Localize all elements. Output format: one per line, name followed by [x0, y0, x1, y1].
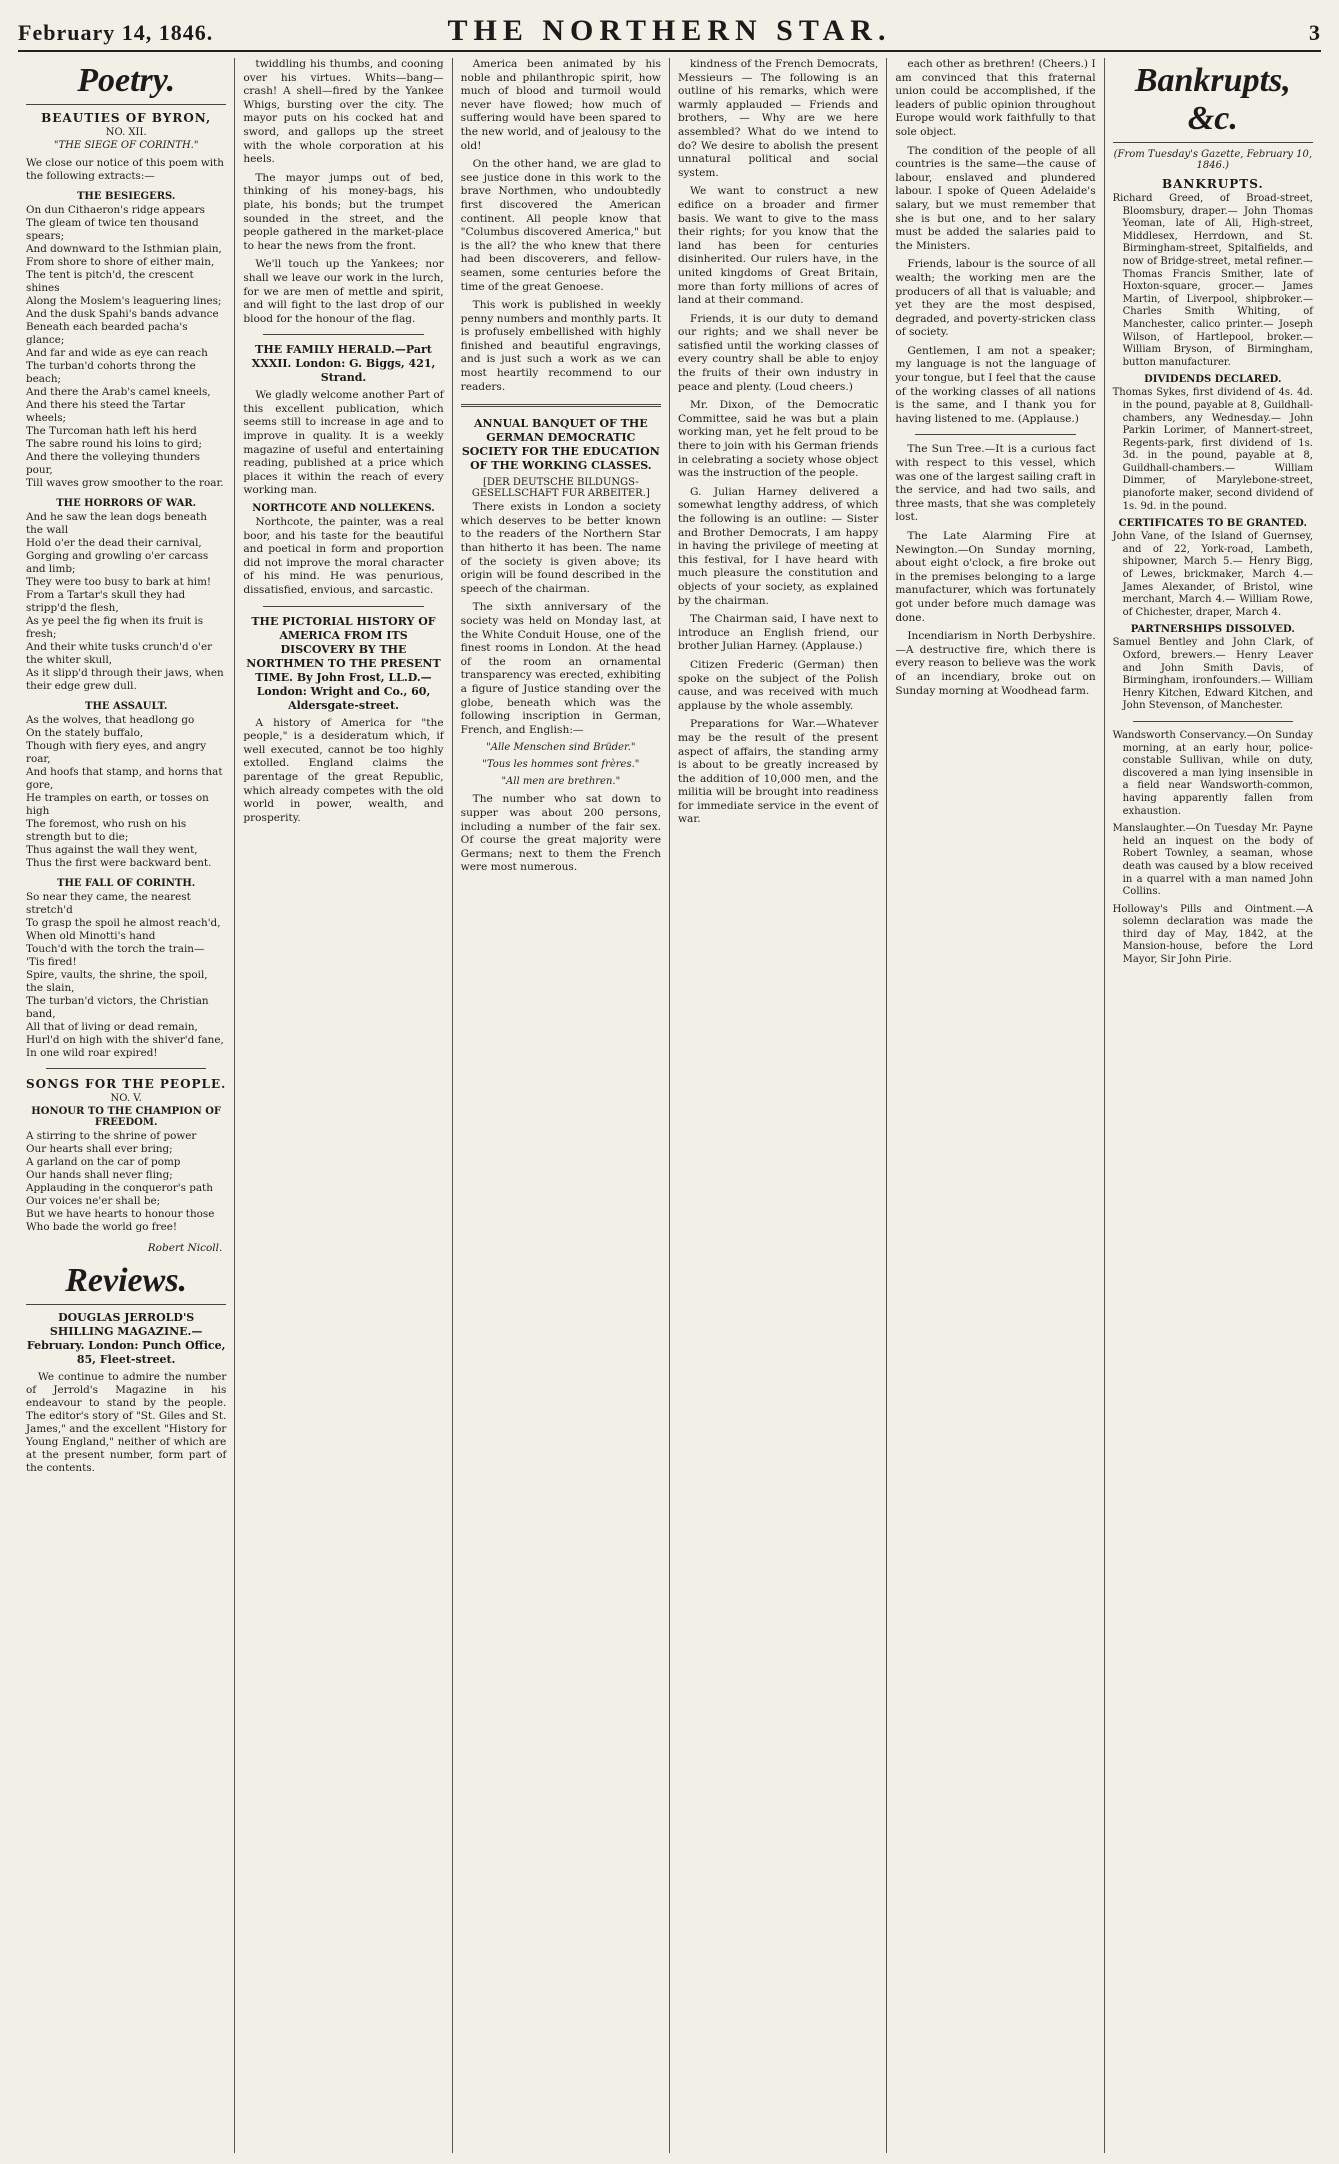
news-item: Incendiarism in North Derbyshire.—A destructive fire, which there is every reason to believe was the work of an incendiary, broke out on Sunday morning at Woodhead farm. — [895, 630, 1096, 697]
banquet-title: ANNUAL BANQUET OF THE GERMAN DEMOCRATIC SOCIETY FOR THE EDUCATION OF THE WORKING CLASSES. — [461, 417, 660, 473]
dividends-subheading: DIVIDENDS DECLARED. — [1144, 374, 1282, 386]
column-2 — [235, 58, 452, 2153]
songs-number: NO. V. — [110, 1093, 142, 1104]
poem-subtitle: "THE SIEGE OF CORINTH." — [53, 140, 199, 151]
poem-part-heading: THE BESIEGERS. — [76, 191, 176, 202]
poem-verse: On dun Cithaeron's ridge appears The gleam of twice ten thousand spears; And downward to the Isthmian plain, From shore to shore of either main, The tent is pitch'd, the crescent shines Along the Moslem's leaguering lines; And the dusk Spahi's bands advance Beneath each bearded pacha's glance; And far and wide as eye can reach The turban'd cohorts throng the beach; And there the Arab's camel kneels, And there his steed the Tartar wheels; The Turcoman hath left his herd The sabre round his loins to gird; And there the volleying thunders pour, Till waves grow smoother to the roar. — [26, 204, 224, 489]
column-1 — [18, 58, 235, 2153]
article-paragraph: The Chairman said, I have next to introduce an English friend, our brother Julian Harney. (Applause.) — [677, 613, 879, 653]
news-item: Manslaughter.—On Tuesday Mr. Payne held an inquest on the body of Robert Townley, a seaman, whose death was caused by a blow received in a quarrel with a man named John Collins. — [1112, 823, 1313, 898]
certificates-list: John Vane, of the Island of Guernsey, and of 22, York-road, Lambeth, shipowner, March 5.— Henry Bigg, of Lewes, brickmaker, March 4.— James Alexander, of Bristol, wine merchant, March 4.— William Rowe, of Chichester, draper, March 4. — [1112, 531, 1313, 618]
bankrupts-heading: Bankrupts, &c. — [1113, 62, 1313, 143]
article-paragraph: The mayor jumps out of bed, thinking of his money-bags, his plate, his bonds; but the trumpet sounded in the street, and the people gathered in the market-place to hear the news from the front. — [243, 171, 444, 252]
article-paragraph: twiddling his thumbs, and cooning over his virtues. Whits—bang—crash! A shell—fired by the Yankee Whigs, bursting over the city. The mayor puts on his cocked hat and sword, and gallops up the street with the whole corporation at his heels. — [243, 58, 444, 166]
article-paragraph: Mr. Dixon, of the Democratic Committee, said he was but a plain working man, yet he felt proud to be there to join with his German friends in celebrating a society whose object was the instruction of the people. — [677, 399, 879, 480]
certificates-subheading: CERTIFICATES TO BE GRANTED. — [1118, 518, 1307, 530]
column-4 — [670, 58, 887, 2153]
poem-verse: As the wolves, that headlong go On the stately buffalo, Though with fiery eyes, and angry roar, And hoofs that stamp, and horns that gore, He tramples on earth, or tosses on high The foremost, who rush on his strength but to die; Thus against the wall they went, Thus the first were backward bent. — [26, 714, 223, 869]
poem-part-heading: THE FALL OF CORINTH. — [57, 878, 196, 889]
divider — [263, 606, 423, 607]
review-title: THE FAMILY HERALD.—Part XXXII. London: G. Biggs, 421, Strand. — [251, 343, 436, 385]
article-paragraph: This work is published in weekly penny numbers and monthly parts. It is profusely embellished with highly finished and beautiful engravings, and is just such a work as we can most heartily recommend to our readers. — [460, 299, 661, 393]
article-paragraph: Northcote, the painter, was a real boor, and his taste for the beautiful and poetical in form and proportion did not improve the moral character of his mind. He was penurious, dissatisfied, envious, and sarcastic. — [243, 516, 444, 596]
article-paragraph: Friends, it is our duty to demand our rights; and we shall never be satisfied until the working classes of every country shall be able to enjoy the fruits of their own industry in peace and plenty. (Loud cheers.) — [677, 312, 879, 393]
article-paragraph: G. Julian Harney delivered a somewhat lengthy address, of which the following is an outline: — Sister and Brother Democrats, I am happy in having the privilege of meeting at this festival, for I have heard with much pleasure the constitution and objects of your society, as explained by the chairman. — [677, 485, 879, 607]
article-paragraph: We gladly welcome another Part of this excellent publication, which seems still to increase in age and to improve in quality. It is a weekly magazine of useful and entertaining reading, published at a price which places it within the reach of every working man. — [243, 389, 444, 497]
article-paragraph: kindness of the French Democrats, Messieurs — The following is an outline of his remarks, which were warmly applauded — Friends and brothers, — Why are we here assembled? What do we intend to do? We desire to abolish the present unnatural political and social system. — [677, 58, 879, 179]
divider — [915, 434, 1075, 435]
article-paragraph: The condition of the people of all countries is the same—the cause of labour, enslaved and plundered labour. I spoke of Queen Adelaide's salary, but we must remember that she is but one, and to her salary must be added the salaries paid to the Ministers. — [895, 144, 1096, 252]
issue-date: February 14, 1846. — [18, 20, 214, 45]
news-item: Holloway's Pills and Ointment.—A solemn declaration was made the third day of May, 1842, at the Mansion-house, before the Lord Mayor, Sir John Pirie. — [1112, 903, 1313, 966]
poetry-heading: Poetry. — [26, 62, 226, 105]
songs-subtitle: HONOUR TO THE CHAMPION OF FREEDOM. — [31, 1106, 222, 1128]
bankrupts-subheading: BANKRUPTS. — [1161, 177, 1264, 191]
divider — [263, 334, 423, 335]
article-paragraph: The sixth anniversary of the society was held on Monday last, at the White Conduit House, one of the finest rooms in London. At the head of the room an ornamental transparency was erected, exhibiting a figure of Justice standing over the globe, beneath which was the following inscription in German, French, and English:— — [460, 601, 661, 736]
review-title: THE PICTORIAL HISTORY OF AMERICA FROM ITS DISCOVERY BY THE NORTHMEN TO THE PRESENT TIME. By John Frost, LL.D.—London: Wright and Co., 60, Aldersgate-street. — [246, 614, 441, 712]
songs-author: Robert Nicoll. — [147, 1242, 223, 1254]
poem-verse: And he saw the lean dogs beneath the wall Hold o'er the dead their carnival, Gorging and growling o'er carcass and limb; They were too busy to bark at him! From a Tartar's skull they had stripp'd the flesh, As ye peel the fig when its fruit is fresh; And their white tusks crunch'd o'er the whiter skull, As it slipp'd through their jaws, when their edge grew dull. — [26, 511, 224, 692]
column-3 — [453, 58, 670, 2153]
column-6 — [1105, 58, 1321, 2153]
news-item: The Late Alarming Fire at Newington.—On Sunday morning, about eight o'clock, a fire broke out in the premises belonging to a large manufacturer, which was fortunately got under before much damage was done. — [895, 530, 1096, 624]
reviews-heading: Reviews. — [26, 1262, 226, 1305]
motto-english: "All men are brethren." — [501, 776, 621, 788]
review-text: We continue to admire the number of Jerrold's Magazine in his endeavour to stand by the people. The editor's story of "St. Giles and St. James," and the excellent "History for Young England," neither of which are at the present number, form part of the contents. — [26, 1371, 227, 1474]
article-paragraph: We want to construct a new edifice on a broader and firmer basis. We want to give to the mass their rights; for you know that the land has been for centuries disinherited. Our rulers have, in the united kingdoms of Great Britain, more than forty millions of acres of land at their command. — [677, 185, 879, 307]
banquet-subtitle: [DER DEUTSCHE BILDUNGS-GESELLSCHAFT FUR ARBEITER.] — [471, 477, 650, 500]
gazette-source: (From Tuesday's Gazette, February 10, 1846.) — [1113, 149, 1312, 171]
article-paragraph: There exists in London a society which deserves to be better known to the readers of the Northern Star than hitherto it has been. The name of the society is given above; its origin will be found described in the speech of the chairman. — [460, 501, 661, 595]
article-paragraph: A history of America for "the people," is a desideratum which, if well executed, cannot be too highly extolled. England claims the parentage of the great Republic, which already competes with the old world in power, wealth, and prosperity. — [243, 716, 444, 824]
newspaper-title: THE NORTHERN STAR. — [447, 14, 892, 47]
divider — [1133, 721, 1293, 722]
dividends-list: Thomas Sykes, first dividend of 4s. 4d. in the pound, payable at 8, Guildhall-chambers, any Wednesday.— John Parkin Lorimer, of Mannert-street, Regents-park, first dividend of 1s. 3d. in the pound, payable at 8, Guildhall-chambers.— William Dimmer, of Marylebone-street, pianoforte maker, second dividend of 1s. 9d. in the pound. — [1112, 387, 1313, 512]
poem-part-heading: THE HORRORS OF WAR. — [56, 498, 197, 509]
article-paragraph: Preparations for War.—Whatever may be the result of the present aspect of affairs, the standing army is about to be greatly increased by the addition of 10,000 men, and the militia will be brought into readiness for immediate service in the event of war. — [677, 718, 879, 826]
news-item: Wandsworth Conservancy.—On Sunday morning, at an early hour, police-constable Sullivan, while on duty, discovered a man lying insensible in a field near Wandsworth-common, having apparently fallen from exhaustion. — [1112, 729, 1313, 817]
masthead — [18, 14, 1321, 52]
article-paragraph: Friends, labour is the source of all wealth; the working men are the producers of all that is valuable; and yet they are the most despised, degraded, and poverty-stricken class of society. — [895, 258, 1096, 339]
article-paragraph: Gentlemen, I am not a speaker; my language is not the language of your tongue, but I feel that the cause of the working classes of all nations is the same, and I thank you for having listened to me. (Applause.) — [895, 344, 1096, 425]
page-number: 3 — [1308, 20, 1321, 45]
songs-verse: A stirring to the shrine of power Our hearts shall ever bring; A garland on the car of pomp Our hands shall never fling; Applauding in the conqueror's path Our voices ne'er shall be; But we have hearts to honour those Who bade the world go free! — [26, 1130, 215, 1233]
article-paragraph: On the other hand, we are glad to see justice done in this work to the brave Northmen, who undoubtedly first discovered the American continent. All people know that "Columbus discovered America," but is the all? the who knew that there had been discoverers, and fellow-seamen, some centuries before the time of the great Genoese. — [460, 158, 661, 293]
columns — [18, 58, 1321, 2153]
divider — [46, 1068, 206, 1069]
songs-title: SONGS FOR THE PEOPLE. — [26, 1077, 227, 1091]
poem-part-heading: THE ASSAULT. — [85, 701, 168, 712]
divider — [461, 404, 661, 407]
motto-german: "Alle Menschen sind Brüder." — [486, 742, 636, 754]
news-item: The Sun Tree.—It is a curious fact with respect to this vessel, which was one of the largest sailing craft in the service, and had two sails, and three masts, that she was completely lost. — [895, 443, 1096, 524]
column-5 — [887, 58, 1104, 2153]
article-paragraph: America been animated by his noble and philanthropic spirit, how much of blood and turmoil would never have flowed; how much of suffering would have been spared to the new world, and of jealousy to the old! — [460, 58, 661, 152]
motto-french: "Tous les hommes sont frères." — [482, 759, 640, 771]
article-paragraph: We'll touch up the Yankees; nor shall we leave our work in the lurch, for we are men of mettle and spirit, and will fight to the last drop of our blood for the honour of the flag. — [243, 258, 444, 325]
poem-verse: So near they came, the nearest stretch'd To grasp the spoil he almost reach'd, When old Minotti's hand Touch'd with the torch the train— 'Tis fired! Spire, vaults, the shrine, the spoil, the slain, The turban'd victors, the Christian band, All that of living or dead remain, Hurl'd on high with the shiver'd fane, In one wild roar expired! — [26, 891, 224, 1059]
article-paragraph: Citizen Frederic (German) then spoke on the subject of the Polish cause, and was received with much applause by the whole assembly. — [677, 658, 879, 712]
partnerships-list: Samuel Bentley and John Clark, of Oxford, brewers.— Henry Leaver and John Smith Davis, of Birmingham, ironfounders.— William Henry Kitchen, Edward Kitchen, and John Stevenson, of Manchester. — [1112, 637, 1313, 712]
poem-number: NO. XII. — [105, 127, 147, 138]
partnerships-subheading: PARTNERSHIPS DISSOLVED. — [1130, 624, 1295, 636]
article-paragraph: each other as brethren! (Cheers.) I am convinced that this fraternal union could be accomplished, if the leaders of public opinion throughout Europe would work faithfully to that sole object. — [895, 58, 1096, 138]
review-title: DOUGLAS JERROLD'S SHILLING MAGAZINE.—February. London: Punch Office, 85, Fleet-street. — [26, 1311, 226, 1366]
article-paragraph: The number who sat down to supper was about 200 persons, including a number of the fair sex. Of course the great majority were Germans; next to them the French were most numerous. — [460, 793, 661, 874]
article-subheading: NORTHCOTE AND NOLLEKENS. — [252, 503, 435, 515]
poem-intro: We close our notice of this poem with the following extracts:— — [26, 157, 224, 182]
poem-title: BEAUTIES OF BYRON, — [41, 111, 212, 125]
bankrupts-list: Richard Greed, of Broad-street, Bloomsbury, draper.— John Thomas Yeoman, late of Ali, High-street, Middlesex, Herrdown, and St. Birmingham-street, Spitalfields, and now of Bridge-street, metal refiner.— Thomas Francis Smither, late of Hoxton-square, grocer.— James Martin, of Liverpool, shipbroker.— Charles Smith Whiting, of Manchester, calico printer.— Joseph Wilson, of Hartlepool, broker.— William Bryson, of Birmingham, button manufacturer. — [1112, 193, 1313, 368]
